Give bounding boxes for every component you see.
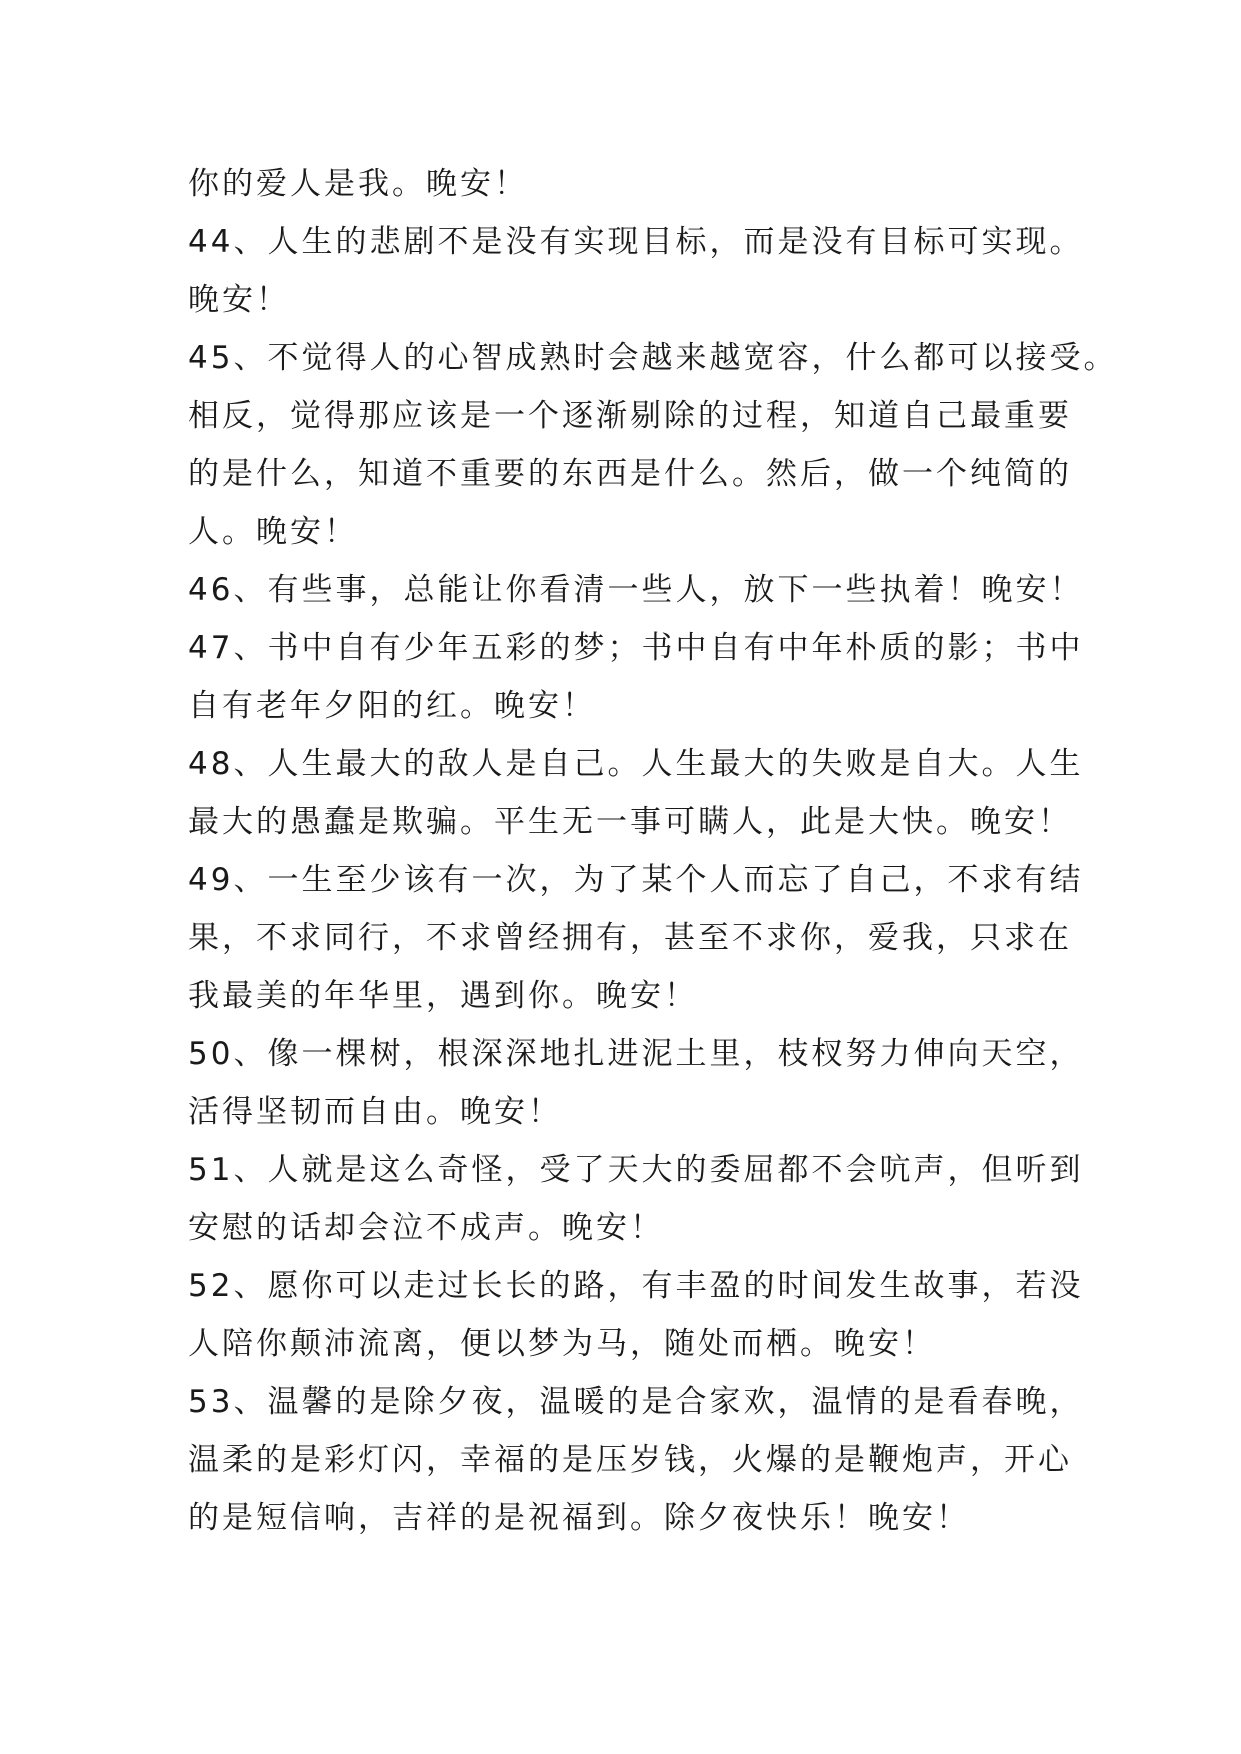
text-line: 相反，觉得那应该是一个逐渐剔除的过程，知道自己最重要	[188, 398, 1072, 434]
text-line: 活得坚韧而自由。晚安！	[188, 1094, 562, 1130]
text-line: 你的爱人是我。晚安！	[188, 166, 528, 202]
text-line: 50、像一棵树，根深深地扎进泥土里，枝杈努力伸向天空，	[188, 1036, 1084, 1072]
text-line: 48、人生最大的敌人是自己。人生最大的失败是自大。人生	[188, 746, 1084, 782]
text-line: 51、人就是这么奇怪，受了天大的委屈都不会吭声，但听到	[188, 1152, 1084, 1188]
text-line: 自有老年夕阳的红。晚安！	[188, 688, 596, 724]
text-line: 我最美的年华里，遇到你。晚安！	[188, 978, 698, 1014]
text-line: 46、有些事，总能让你看清一些人，放下一些执着！晚安！	[188, 572, 1084, 608]
document-body	[188, 155, 1118, 1547]
text-line: 的是短信响，吉祥的是祝福到。除夕夜快乐！晚安！	[188, 1500, 970, 1536]
text-line: 44、人生的悲剧不是没有实现目标，而是没有目标可实现。	[188, 224, 1084, 260]
text-line: 人陪你颠沛流离，便以梦为马，随处而栖。晚安！	[188, 1326, 936, 1362]
text-line: 47、书中自有少年五彩的梦；书中自有中年朴质的影；书中	[188, 630, 1084, 666]
text-line: 49、一生至少该有一次，为了某个人而忘了自己，不求有结	[188, 862, 1084, 898]
text-line: 的是什么，知道不重要的东西是什么。然后，做一个纯简的	[188, 456, 1072, 492]
text-line: 果，不求同行，不求曾经拥有，甚至不求你，爱我，只求在	[188, 920, 1072, 956]
text-line: 安慰的话却会泣不成声。晚安！	[188, 1210, 664, 1246]
text-line: 晚安！	[188, 282, 290, 318]
text-line: 温柔的是彩灯闪，幸福的是压岁钱，火爆的是鞭炮声，开心	[188, 1442, 1072, 1478]
text-line: 人。晚安！	[188, 514, 358, 550]
text-line: 52、愿你可以走过长长的路，有丰盈的时间发生故事，若没	[188, 1268, 1084, 1304]
text-line: 45、不觉得人的心智成熟时会越来越宽容，什么都可以接受。	[188, 340, 1118, 376]
text-line: 最大的愚蠢是欺骗。平生无一事可瞒人，此是大快。晚安！	[188, 804, 1072, 840]
text-line: 53、温馨的是除夕夜，温暖的是合家欢，温情的是看春晚，	[188, 1384, 1084, 1420]
